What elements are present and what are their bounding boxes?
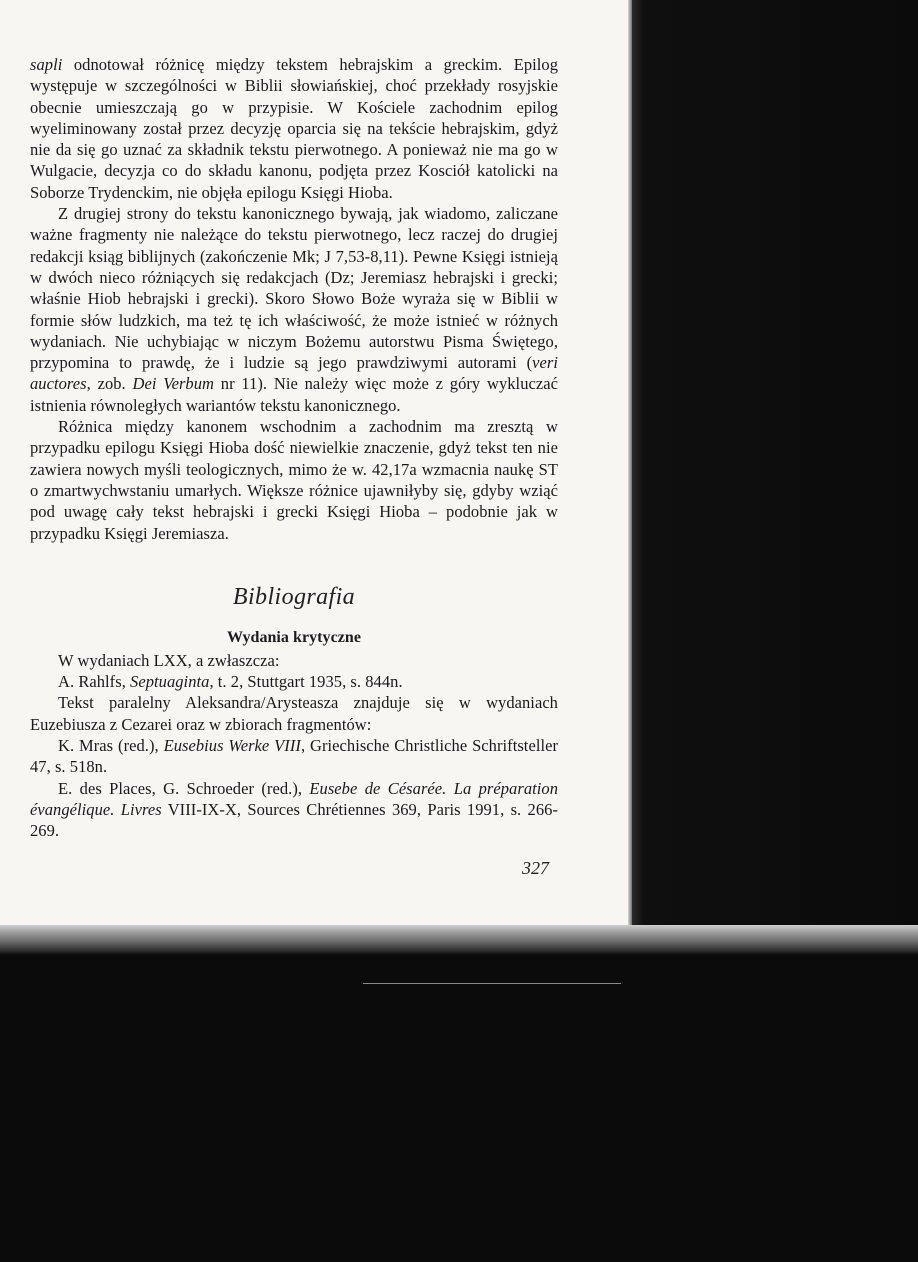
bibliography-entry-2-a: A. Rahlfs,	[58, 672, 131, 692]
paragraph-2	[30, 203, 558, 416]
paragraph-2-italic-b: Dei Verbum	[132, 374, 214, 394]
bibliography-entry-5-italic: Eusebe de Césarée. La préparation évangélique. Livres	[30, 778, 558, 819]
bibliography-entry-3: Tekst paralelny Aleksandra/Arysteasza znajduje się w wydaniach Euzebiusza z Cezarei oraz w zbiorach fragmentów:	[30, 693, 558, 734]
scanner-background	[632, 0, 918, 950]
bibliography-entry-2-b: , t. 2, Stuttgart 1935, s. 844n.	[209, 672, 403, 692]
page-bottom-edge	[0, 925, 918, 955]
bibliography-entry-2-italic: Septuaginta	[130, 672, 210, 692]
scan-artifact-line	[363, 983, 621, 984]
bibliography-entry-4	[30, 735, 558, 778]
bibliography-entry-2	[30, 671, 558, 692]
paragraph-1-text: odnotował różnicę między tekstem hebrajskim a greckim. Epilog występuje w szczególności w Biblii słowiańskiej, choć przekłady rosyjskie obecnie umieszczają go w przypisie. W Kościele zachodnim epilog wyeliminowany został przez decyzję oparcia się na tekście hebrajskim, gdyż nie da się go uznać za składnik tekstu pierwotnego. A ponieważ nie ma go w Wulgacie, decyzja co do składu kanonu, podjęta przez Kosciół katolicki na Soborze Trydenckim, nie objęła epilogu Księgi Hioba.	[30, 55, 558, 202]
bibliography-entry-5	[30, 778, 558, 842]
paragraph-2-text-c: nr 11). Nie należy więc może z góry wykluczać istnienia równoległych wariantów tekstu kanonicznego.	[30, 374, 558, 415]
bibliography-entry-4-a: K. Mras (red.),	[58, 736, 164, 756]
subsection-title: Wydania krytyczne	[226, 628, 362, 646]
bibliography-entry-4-italic: Eusebius Werke VIII	[163, 736, 301, 756]
paragraph-3: Różnica między kanonem wschodnim a zachodnim ma zresztą w przypadku epilogu Księgi Hioba dość niewielkie znaczenie, gdyż tekst ten nie zawiera nowych myśli teologicznych, mimo że w. 42,17a wzmacnia naukę ST o zmartwychwstaniu umarłych. Większe różnice ujawniłyby się, gdyby wziąć pod uwagę cały tekst hebrajski i grecki Księgi Hioba – podobnie jak w przypadku Księgi Jeremiasza.	[30, 417, 558, 543]
bibliography-entry-1: W wydaniach LXX, a zwłaszcza:	[58, 650, 280, 670]
bibliography-entry-5-a: E. des Places, G. Schroeder (red.),	[58, 778, 310, 798]
bibliography-entry-5-b: VIII-IX-X, Sources Chrétiennes 369, Paris 1991, s. 266-269.	[30, 799, 558, 841]
section-title: Bibliografia	[232, 583, 356, 610]
paragraph-2-text-a: Z drugiej strony do tekstu kanonicznego bywają, jak wiadomo, zaliczane ważne fragmenty nie należące do tekstu pierwotnego, lecz raczej do drugiej redakcji ksiąg biblijnych (zakończenie Mk; J 7,53-8,11). Pewne Księgi istnieją w dwóch nieco różniących się redakcjach (Dz; Jeremiasz hebrajski i grecki; właśnie Hiob hebrajski i grecki). Skoro Słowo Boże wyraża się w Biblii w formie słów ludzkich, ma też tę ich właściwość, że może istnieć w różnych wydaniach. Nie uchybiając w niczym Bożemu autorstwu Pisma Świętego, przypomina to prawdę, że i ludzie są jego prawdziwymi autorami (	[30, 204, 558, 373]
bibliography-entry-4-b: , Griechische Christliche Schriftsteller 47, s. 518n.	[30, 736, 559, 777]
page-text	[30, 54, 558, 842]
page-number: 327	[522, 858, 549, 878]
paragraph-2-italic-a: veri auctores	[30, 353, 558, 394]
paragraph-2-text-b: , zob.	[86, 374, 133, 394]
paragraph-1	[30, 54, 558, 203]
paragraph-1-italic: sapli	[30, 55, 63, 74]
